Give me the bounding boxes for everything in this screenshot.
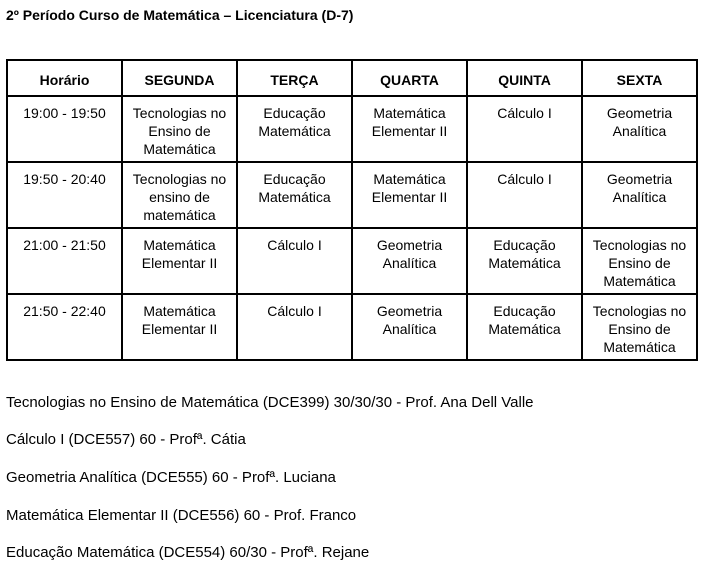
time-cell: 21:00 - 21:50 xyxy=(7,228,122,294)
time-cell: 21:50 - 22:40 xyxy=(7,294,122,360)
class-cell: Matemática Elementar II xyxy=(122,228,237,294)
time-cell: 19:00 - 19:50 xyxy=(7,96,122,162)
class-cell: Educação Matemática xyxy=(237,162,352,228)
class-cell: Educação Matemática xyxy=(467,228,582,294)
class-cell: Matemática Elementar II xyxy=(352,96,467,162)
header-quinta: QUINTA xyxy=(467,60,582,96)
header-sexta: SEXTA xyxy=(582,60,697,96)
class-cell: Tecnologias no ensino de matemática xyxy=(122,162,237,228)
table-row xyxy=(7,162,697,228)
class-cell: Tecnologias no Ensino de Matemática xyxy=(582,228,697,294)
class-cell: Tecnologias no Ensino de Matemática xyxy=(582,294,697,360)
class-cell: Geometria Analítica xyxy=(352,228,467,294)
page-title: 2º Período Curso de Matemática – Licenciatura (D-7) xyxy=(6,7,354,23)
class-cell: Cálculo I xyxy=(467,162,582,228)
table-row xyxy=(7,294,697,360)
schedule-table xyxy=(6,59,698,361)
class-cell: Tecnologias no Ensino de Matemática xyxy=(122,96,237,162)
class-cell: Geometria Analítica xyxy=(582,162,697,228)
class-cell: Educação Matemática xyxy=(237,96,352,162)
header-horario: Horário xyxy=(7,60,122,96)
table-row xyxy=(7,228,697,294)
class-cell: Geometria Analítica xyxy=(582,96,697,162)
course-info-tecnologias: Tecnologias no Ensino de Matemática (DCE399) 30/30/30 - Prof. Ana Dell Valle xyxy=(6,394,534,411)
table-header-row xyxy=(7,60,697,96)
header-quarta: QUARTA xyxy=(352,60,467,96)
course-info-matematica-elementar: Matemática Elementar II (DCE556) 60 - Prof. Franco xyxy=(6,507,357,524)
class-cell: Cálculo I xyxy=(237,228,352,294)
class-cell: Matemática Elementar II xyxy=(122,294,237,360)
header-segunda: SEGUNDA xyxy=(122,60,237,96)
class-cell: Geometria Analítica xyxy=(352,294,467,360)
course-info-geometria: Geometria Analítica (DCE555) 60 - Profª. Luciana xyxy=(6,469,336,486)
class-cell: Educação Matemática xyxy=(467,294,582,360)
course-info-educacao: Educação Matemática (DCE554) 60/30 - Profª. Rejane xyxy=(6,544,370,561)
class-cell: Cálculo I xyxy=(237,294,352,360)
class-cell: Matemática Elementar II xyxy=(352,162,467,228)
table-row xyxy=(7,96,697,162)
class-cell: Cálculo I xyxy=(467,96,582,162)
time-cell: 19:50 - 20:40 xyxy=(7,162,122,228)
course-info-calculo: Cálculo I (DCE557) 60 - Profª. Cátia xyxy=(6,431,246,448)
header-terca: TERÇA xyxy=(237,60,352,96)
